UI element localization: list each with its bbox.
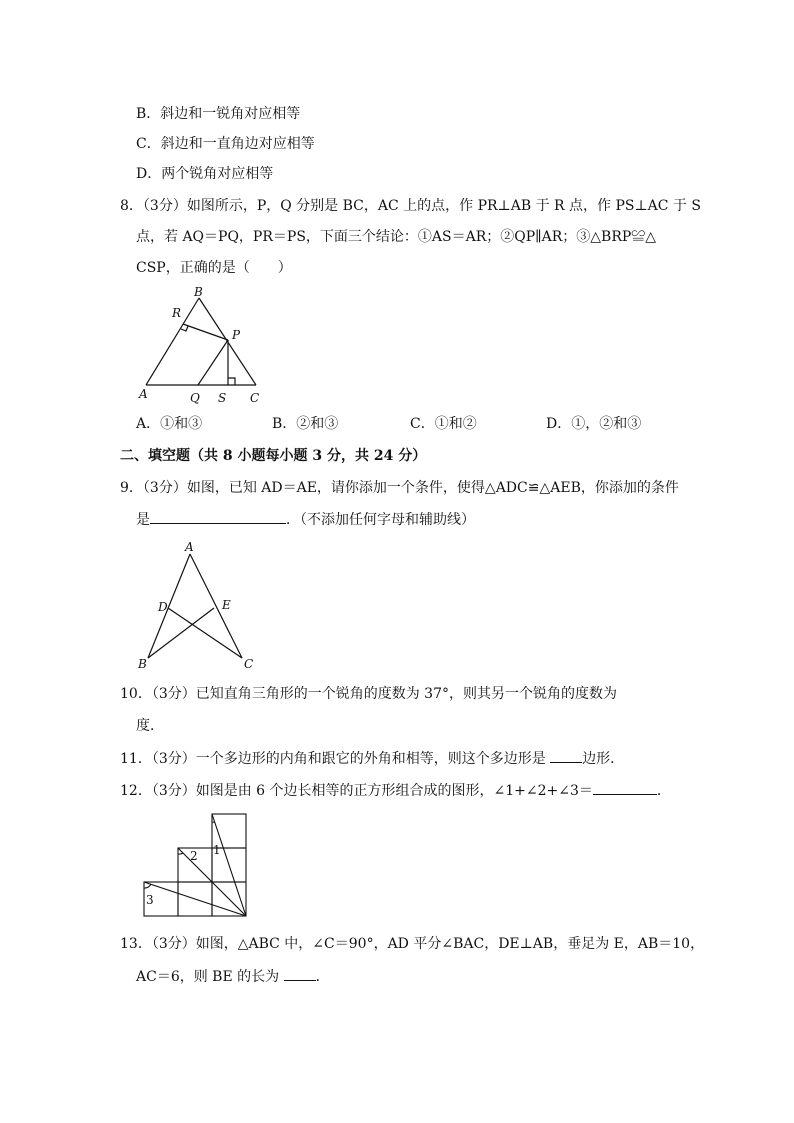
label-p: P (232, 328, 241, 342)
q12-line (120, 780, 671, 801)
label-d: D (158, 600, 168, 614)
angle-label-2: 2 (190, 849, 198, 863)
q12-text-end: ． (656, 783, 671, 799)
right-angle-s (228, 378, 235, 385)
q13-answer-blank[interactable] (284, 966, 316, 981)
q8-line2: 点，若 AQ＝PQ，PR＝PS，下面三个结论：①AS＝AR；②QP∥AR；③△BRP≌△ (136, 229, 657, 245)
label-b: B (138, 657, 147, 671)
q12-figure (140, 810, 260, 920)
angle-arc-3 (144, 884, 151, 888)
q13-text-end: ． (315, 969, 330, 985)
label-c: C (244, 657, 254, 671)
label-q: Q (190, 391, 200, 405)
seg-ac (190, 554, 242, 658)
q8-line3: CSP，正确的是（ ） (136, 260, 292, 276)
q8-option-c: C．①和② (410, 416, 477, 432)
q13-line1: 13．（3分）如图，△ABC 中，∠C＝90°，AD 平分∠BAC，DE⊥AB，垂足为 E，AB＝10， (120, 936, 705, 952)
q8-option-b: B．②和③ (272, 416, 339, 432)
q12-answer-blank[interactable] (593, 780, 657, 795)
q9-line2 (136, 509, 475, 530)
diagonal-3 (144, 882, 246, 916)
q13-line2 (136, 966, 330, 987)
q8-line1: 8．（3分）如图所示，P，Q 分别是 BC，AC 上的点，作 PR⊥AB 于 R 点，作 PS⊥AC 于 S (120, 198, 701, 214)
q7-option-d: D．两个锐角对应相等 (136, 166, 274, 182)
q8-figure (136, 284, 276, 404)
q9-line2-end: ．（不添加任何字母和辅助线） (286, 512, 475, 528)
angle-label-3: 3 (146, 893, 154, 907)
q11-answer-blank[interactable] (550, 748, 582, 763)
q9-line2-start: 是 (136, 512, 150, 528)
q8-option-a: A．①和③ (136, 416, 203, 432)
angle-label-1: 1 (213, 843, 221, 857)
seg-pq (198, 340, 228, 385)
label-a: A (185, 540, 194, 554)
section-heading: 二、填空题（共 8 小题每小题 3 分，共 24 分） (120, 448, 427, 464)
q11-line (120, 748, 624, 769)
diagonal-1 (212, 814, 246, 916)
label-s: S (218, 391, 227, 405)
label-a: A (139, 387, 148, 401)
q9-answer-blank[interactable] (150, 509, 286, 524)
q7-option-b: B．斜边和一锐角对应相等 (136, 106, 301, 122)
q9-figure (134, 540, 264, 670)
label-c: C (250, 391, 260, 405)
label-r: R (172, 306, 182, 320)
q11-text-start: 11．（3分）一个多边形的内角和跟它的外角和相等，则这个多边形是 (120, 751, 546, 767)
label-b: B (194, 285, 203, 299)
q11-text-end: 边形． (582, 751, 625, 767)
q8-option-d: D．①，②和③ (546, 416, 642, 432)
q13-text-start: AC＝6，则 BE 的长为 (136, 969, 280, 985)
q9-line1: 9．（3分）如图，已知 AD＝AE，请你添加一个条件，使得△ADC≌△AEB，你添加的条件 (120, 480, 679, 496)
q12-text-start: 12．（3分）如图是由 6 个边长相等的正方形组合成的图形，∠1+∠2+∠3＝ (120, 783, 593, 799)
q10-line2: 度． (136, 718, 164, 734)
angle-arc-2 (178, 853, 183, 854)
q10-line1: 10．（3分）已知直角三角形的一个锐角的度数为 37°，则其另一个锐角的度数为 (120, 686, 617, 702)
label-e: E (222, 598, 231, 612)
q7-option-c: C．斜边和一直角边对应相等 (136, 136, 315, 152)
